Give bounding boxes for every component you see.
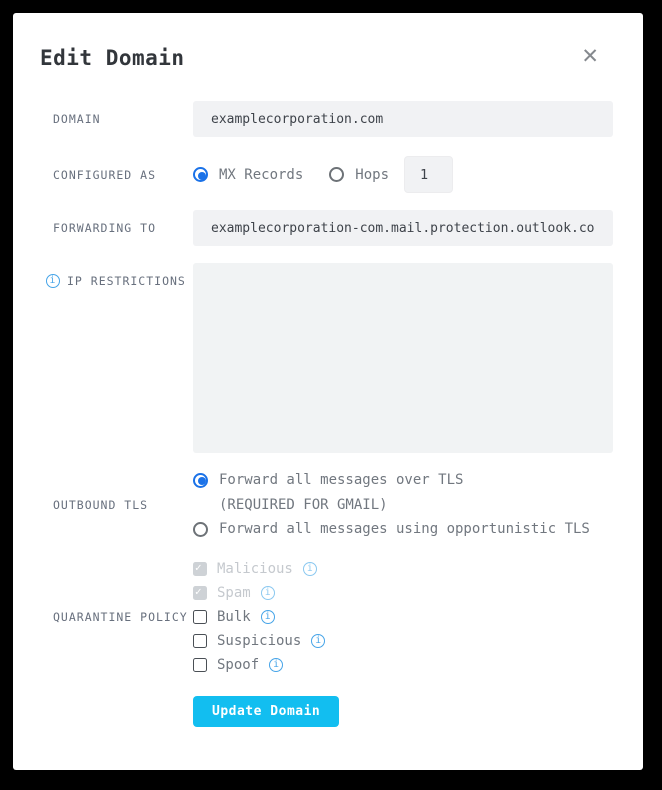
domain-label: DOMAIN [53,112,101,126]
tls-required-sublabel [193,493,613,518]
spam-option [193,581,613,605]
mx-records-radio[interactable] [193,167,208,182]
button-row [193,696,613,727]
suspicious-checkbox[interactable] [193,634,207,648]
bulk-option[interactable] [193,605,613,629]
hops-label: Hops [355,166,390,183]
mx-records-option[interactable] [193,162,303,187]
spoof-option[interactable] [193,653,613,677]
ip-restrictions-row [40,263,613,453]
domain-row [40,101,613,137]
spoof-label: Spoof [217,656,260,673]
malicious-checkbox [193,562,207,576]
info-icon[interactable]: i [311,634,325,648]
forwarding-to-label: FORWARDING TO [53,221,157,235]
tls-required-subtext: (REQUIRED FOR GMAIL) [219,496,388,513]
mx-records-label: MX Records [219,166,304,183]
bulk-label: Bulk [217,608,251,625]
domain-input[interactable] [193,101,613,137]
tls-opportunistic-label: Forward all messages using opportunistic TLS [219,521,590,538]
suspicious-label: Suspicious [217,632,302,649]
configured-as-row [40,156,613,193]
info-icon[interactable]: i [261,586,275,600]
close-icon[interactable]: ✕ [581,44,599,68]
quarantine-policy-row [40,557,613,677]
ip-restrictions-label [40,263,193,288]
malicious-option [193,557,613,581]
update-domain-button[interactable]: Update Domain [193,696,339,727]
hops-option[interactable] [329,162,389,187]
tls-opportunistic-option[interactable] [193,517,613,542]
edit-domain-modal [13,13,643,770]
forwarding-to-row [40,210,613,246]
tls-required-option[interactable] [193,468,613,493]
info-icon[interactable]: i [269,658,283,672]
outbound-tls-options [193,468,613,542]
info-icon[interactable]: i [303,562,317,576]
bulk-checkbox[interactable] [193,610,207,624]
tls-required-label: Forward all messages over TLS [219,472,464,489]
spoof-checkbox[interactable] [193,658,207,672]
info-icon[interactable]: i [261,610,275,624]
quarantine-policy-label: QUARANTINE POLICY [53,609,188,624]
hops-count-input[interactable] [404,156,453,193]
ip-restrictions-label-text: IP RESTRICTIONS [67,274,186,288]
spam-label: Spam [217,584,251,601]
quarantine-policy-options [193,557,613,677]
info-icon[interactable]: i [46,274,60,288]
suspicious-option[interactable] [193,629,613,653]
ip-restrictions-textarea[interactable] [193,263,613,453]
spam-checkbox [193,586,207,600]
tls-opportunistic-radio[interactable] [193,522,208,537]
hops-radio[interactable] [329,167,344,182]
forwarding-to-input[interactable] [193,210,613,246]
modal-title: Edit Domain [40,46,185,70]
outbound-tls-row [40,468,613,542]
tls-required-radio[interactable] [193,473,208,488]
outbound-tls-label: OUTBOUND TLS [53,497,149,512]
configured-as-label: CONFIGURED AS [53,167,157,182]
malicious-label: Malicious [217,560,293,577]
configured-as-options [193,156,613,193]
